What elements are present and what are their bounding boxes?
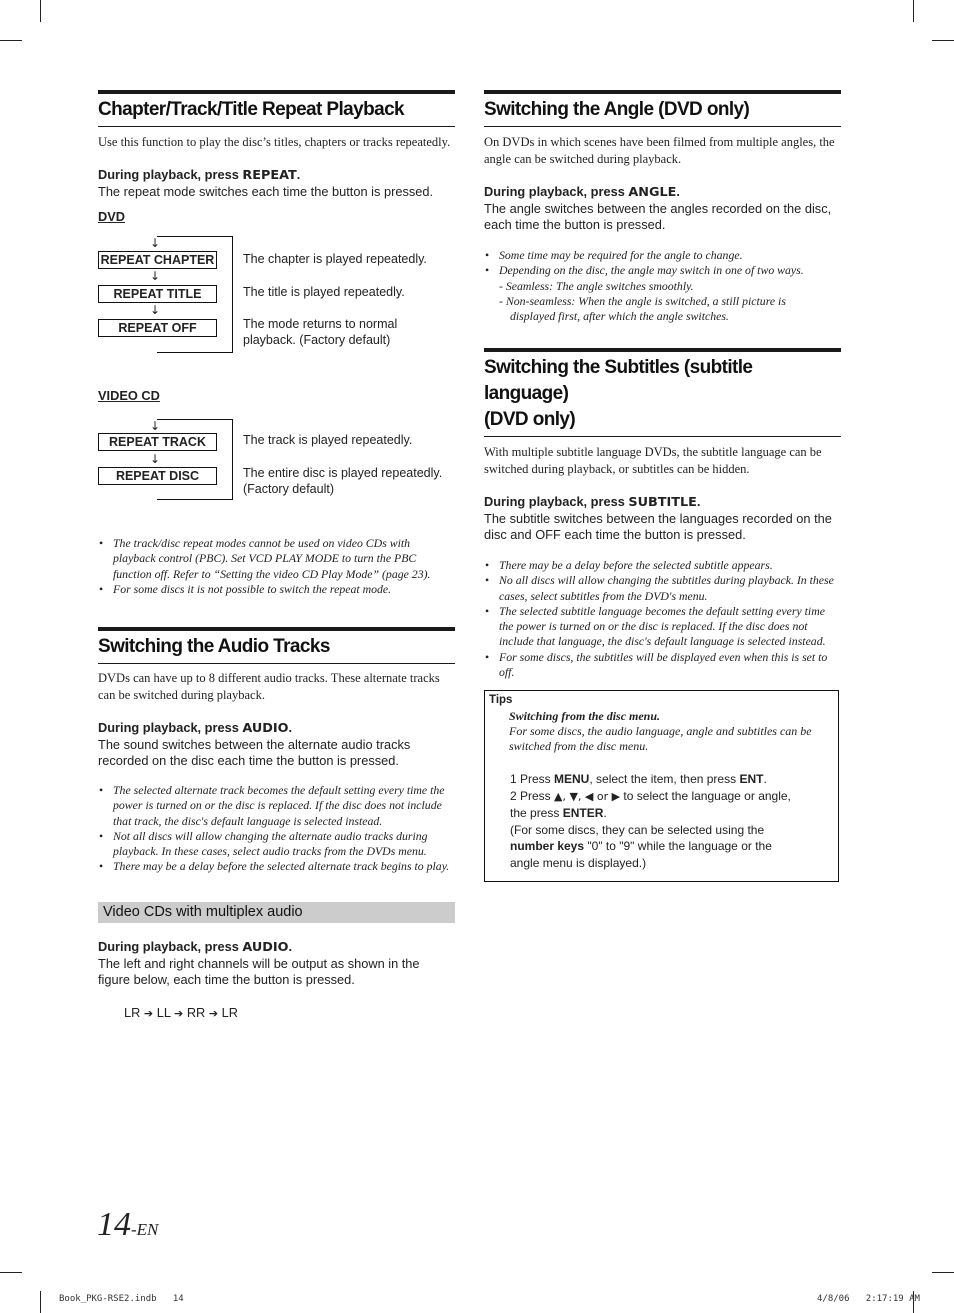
repeat-intro: Use this function to play the disc’s titles, chapters or tracks repeatedly. [98, 135, 451, 149]
channel-lr: LR [221, 1005, 238, 1020]
note-item: • There may be a delay before the selected alternate track begins to play. [98, 859, 455, 874]
note-subitem: - Non-seamless: When the angle is switched, a still picture is [499, 293, 786, 308]
crop-mark [40, 0, 41, 22]
note-item: • There may be a delay before the selected subtitle appears. [484, 558, 841, 573]
tips-heading: Switching from the disc menu. [509, 709, 661, 723]
note-item: • Some time may be required for the angle to change. [484, 248, 841, 263]
crop-mark [0, 40, 22, 41]
right-column [484, 90, 841, 324]
mode-desc-disc: The entire disc is played repeatedly. (Factory default) [243, 466, 443, 496]
mode-desc-track: The track is played repeatedly. [243, 433, 413, 447]
angle-press-instruction: During playback, press ANGLE. [484, 184, 680, 200]
mode-desc-title: The title is played repeatedly. [243, 285, 405, 299]
left-column [98, 90, 455, 224]
section-title-repeat: Chapter/Track/Title Repeat Playback [98, 90, 455, 127]
note-item: • The selected subtitle language becomes the default setting every time the power is turned on or the disc is replaced. If the disc does not include that language, the disc's default language is selected instead. [484, 604, 841, 650]
channel-rr: RR [186, 1005, 206, 1020]
channel-lr: LR [124, 1005, 141, 1020]
subtitle-key-label: SUBTITLE [628, 495, 697, 510]
arrow-down-icon: ↓ [150, 236, 161, 250]
subtitle-intro: With multiple subtitle language DVDs, the subtitle language can be switched during playback, or subtitles can be hidden. [484, 445, 822, 476]
page-number: 14-EN [97, 1206, 159, 1243]
footer-date: 4/8/06 2:17:19 AM [817, 1294, 920, 1304]
channel-sequence [98, 1005, 455, 1022]
mode-repeat-disc: REPEAT DISC [98, 467, 217, 485]
section-title-angle: Switching the Angle (DVD only) [484, 90, 841, 127]
audio-press-instruction: During playback, press AUDIO. [98, 720, 293, 736]
audio-section [98, 627, 455, 875]
mode-repeat-off: REPEAT OFF [98, 319, 217, 337]
crop-mark [932, 1272, 954, 1273]
tips-steps [510, 771, 830, 872]
audio-intro: DVDs can have up to 8 different audio tracks. These alternate tracks can be switched during playback. [98, 671, 440, 702]
channel-ll: LL [156, 1005, 171, 1020]
repeat-key-label: REPEAT [242, 168, 297, 183]
tips-note-2: number keys "0" to "9" while the language or the [510, 839, 772, 854]
video-cd-label: VIDEO CD [98, 388, 160, 403]
tips-intro: For some discs, the audio language, angle and subtitles can be switched from the disc menu. [509, 724, 812, 753]
crop-mark [40, 1291, 41, 1313]
menu-key: MENU [554, 772, 590, 786]
arrow-right-icon: ➔ [208, 1007, 219, 1020]
tips-text [509, 709, 819, 754]
audio-key-label: AUDIO [242, 721, 289, 736]
angle-intro: On DVDs in which scenes have been filmed from multiple angles, the angle can be switched during playback. [484, 135, 835, 166]
note-subitem: displayed first, after which the angle switches. [510, 309, 729, 324]
direction-arrows-icon: ▲, ▼, ◀ or ▶ [554, 789, 621, 803]
subtitle-press-instruction: During playback, press SUBTITLE. [484, 494, 701, 510]
vcd-cycle-bracket [157, 419, 233, 500]
arrow-right-icon: ➔ [143, 1007, 154, 1020]
note-item: • Not all discs will allow changing the alternate audio tracks during playback. In these cases, select audio tracks from the DVDs menu. [98, 829, 455, 860]
tips-step-2-cont: the press ENTER. [510, 806, 607, 821]
note-item: • The track/disc repeat modes cannot be used on video CDs with playback control (PBC). Set VCD PLAY MODE to turn the PBC function off. Refer to “Setting the video CD Play Mode” (page 23). [98, 536, 455, 582]
repeat-notes [98, 536, 455, 597]
arrow-down-icon: ↓ [150, 269, 161, 283]
mode-repeat-chapter: REPEAT CHAPTER [98, 251, 217, 269]
repeat-press-instruction: During playback, press REPEAT. [98, 167, 301, 183]
section-title-subtitle: Switching the Subtitles (subtitle language) (DVD only) [484, 348, 841, 437]
subtitle-section [484, 348, 841, 680]
mode-desc-chapter: The chapter is played repeatedly. [243, 252, 427, 266]
subsection-title-vcd-audio: Video CDs with multiplex audio [98, 902, 455, 923]
tips-note-3: angle menu is displayed.) [510, 855, 647, 870]
repeat-desc: The repeat mode switches each time the button is pressed. [98, 184, 434, 199]
crop-mark [932, 40, 954, 41]
tips-box [484, 690, 839, 882]
vcd-audio-desc: The left and right channels will be output as shown in the figure below, each time the button is pressed. [98, 956, 420, 987]
angle-notes [484, 248, 841, 324]
audio-desc: The sound switches between the alternate audio tracks recorded on the disc each time the button is pressed. [98, 737, 411, 768]
arrow-down-icon: ↓ [150, 419, 161, 433]
ent-key: ENT [739, 772, 764, 786]
arrow-right-icon: ➔ [174, 1007, 184, 1020]
subtitle-notes [484, 558, 841, 680]
audio-notes [98, 783, 455, 875]
note-item: • Depending on the disc, the angle may switch in one of two ways. [484, 263, 841, 278]
vcd-audio-press-instruction: During playback, press AUDIO. [98, 939, 293, 955]
enter-key: ENTER [562, 806, 604, 821]
tips-step-2: 2 Press ▲, ▼, ◀ or ▶ to select the language or angle, [510, 788, 791, 803]
note-item: • For some discs, the subtitles will be displayed even when this is set to off. [484, 650, 841, 681]
tips-note-1: (For some discs, they can be selected using the [510, 822, 765, 837]
crop-mark [913, 0, 914, 22]
note-item: • For some discs it is not possible to switch the repeat mode. [98, 582, 455, 597]
vcd-audio-section [98, 902, 455, 1022]
angle-key-label: ANGLE [628, 185, 677, 200]
note-item: • The selected alternate track becomes the default setting every time the power is turned on or the disc is replaced. If the disc does not include that track, the disc's default language is selected instead. [98, 783, 455, 829]
section-title-audio: Switching the Audio Tracks [98, 627, 455, 664]
tips-label: Tips [489, 694, 513, 706]
dvd-label: DVD [98, 209, 126, 224]
arrow-down-icon: ↓ [150, 452, 161, 466]
subtitle-desc: The subtitle switches between the languages recorded on the disc and OFF each time the button is pressed. [484, 511, 832, 542]
note-subitem: - Seamless: The angle switches smoothly. [499, 278, 694, 293]
footer-file: Book_PKG-RSE2.indb 14 [59, 1294, 184, 1304]
tips-step-1: 1 Press MENU, select the item, then press ENT. [510, 772, 767, 786]
note-item: • No all discs will allow changing the subtitles during playback. In these cases, select subtitles from the DVD's menu. [484, 573, 841, 604]
arrow-down-icon: ↓ [150, 303, 161, 317]
mode-repeat-track: REPEAT TRACK [98, 433, 217, 451]
number-keys: number keys [510, 839, 585, 854]
vcd-audio-key-label: AUDIO [242, 940, 289, 955]
angle-desc: The angle switches between the angles recorded on the disc, each time the button is pressed. [484, 201, 832, 232]
mode-desc-off: The mode returns to normal playback. (Factory default) [243, 317, 398, 347]
mode-repeat-title: REPEAT TITLE [98, 285, 217, 303]
crop-mark [0, 1272, 22, 1273]
